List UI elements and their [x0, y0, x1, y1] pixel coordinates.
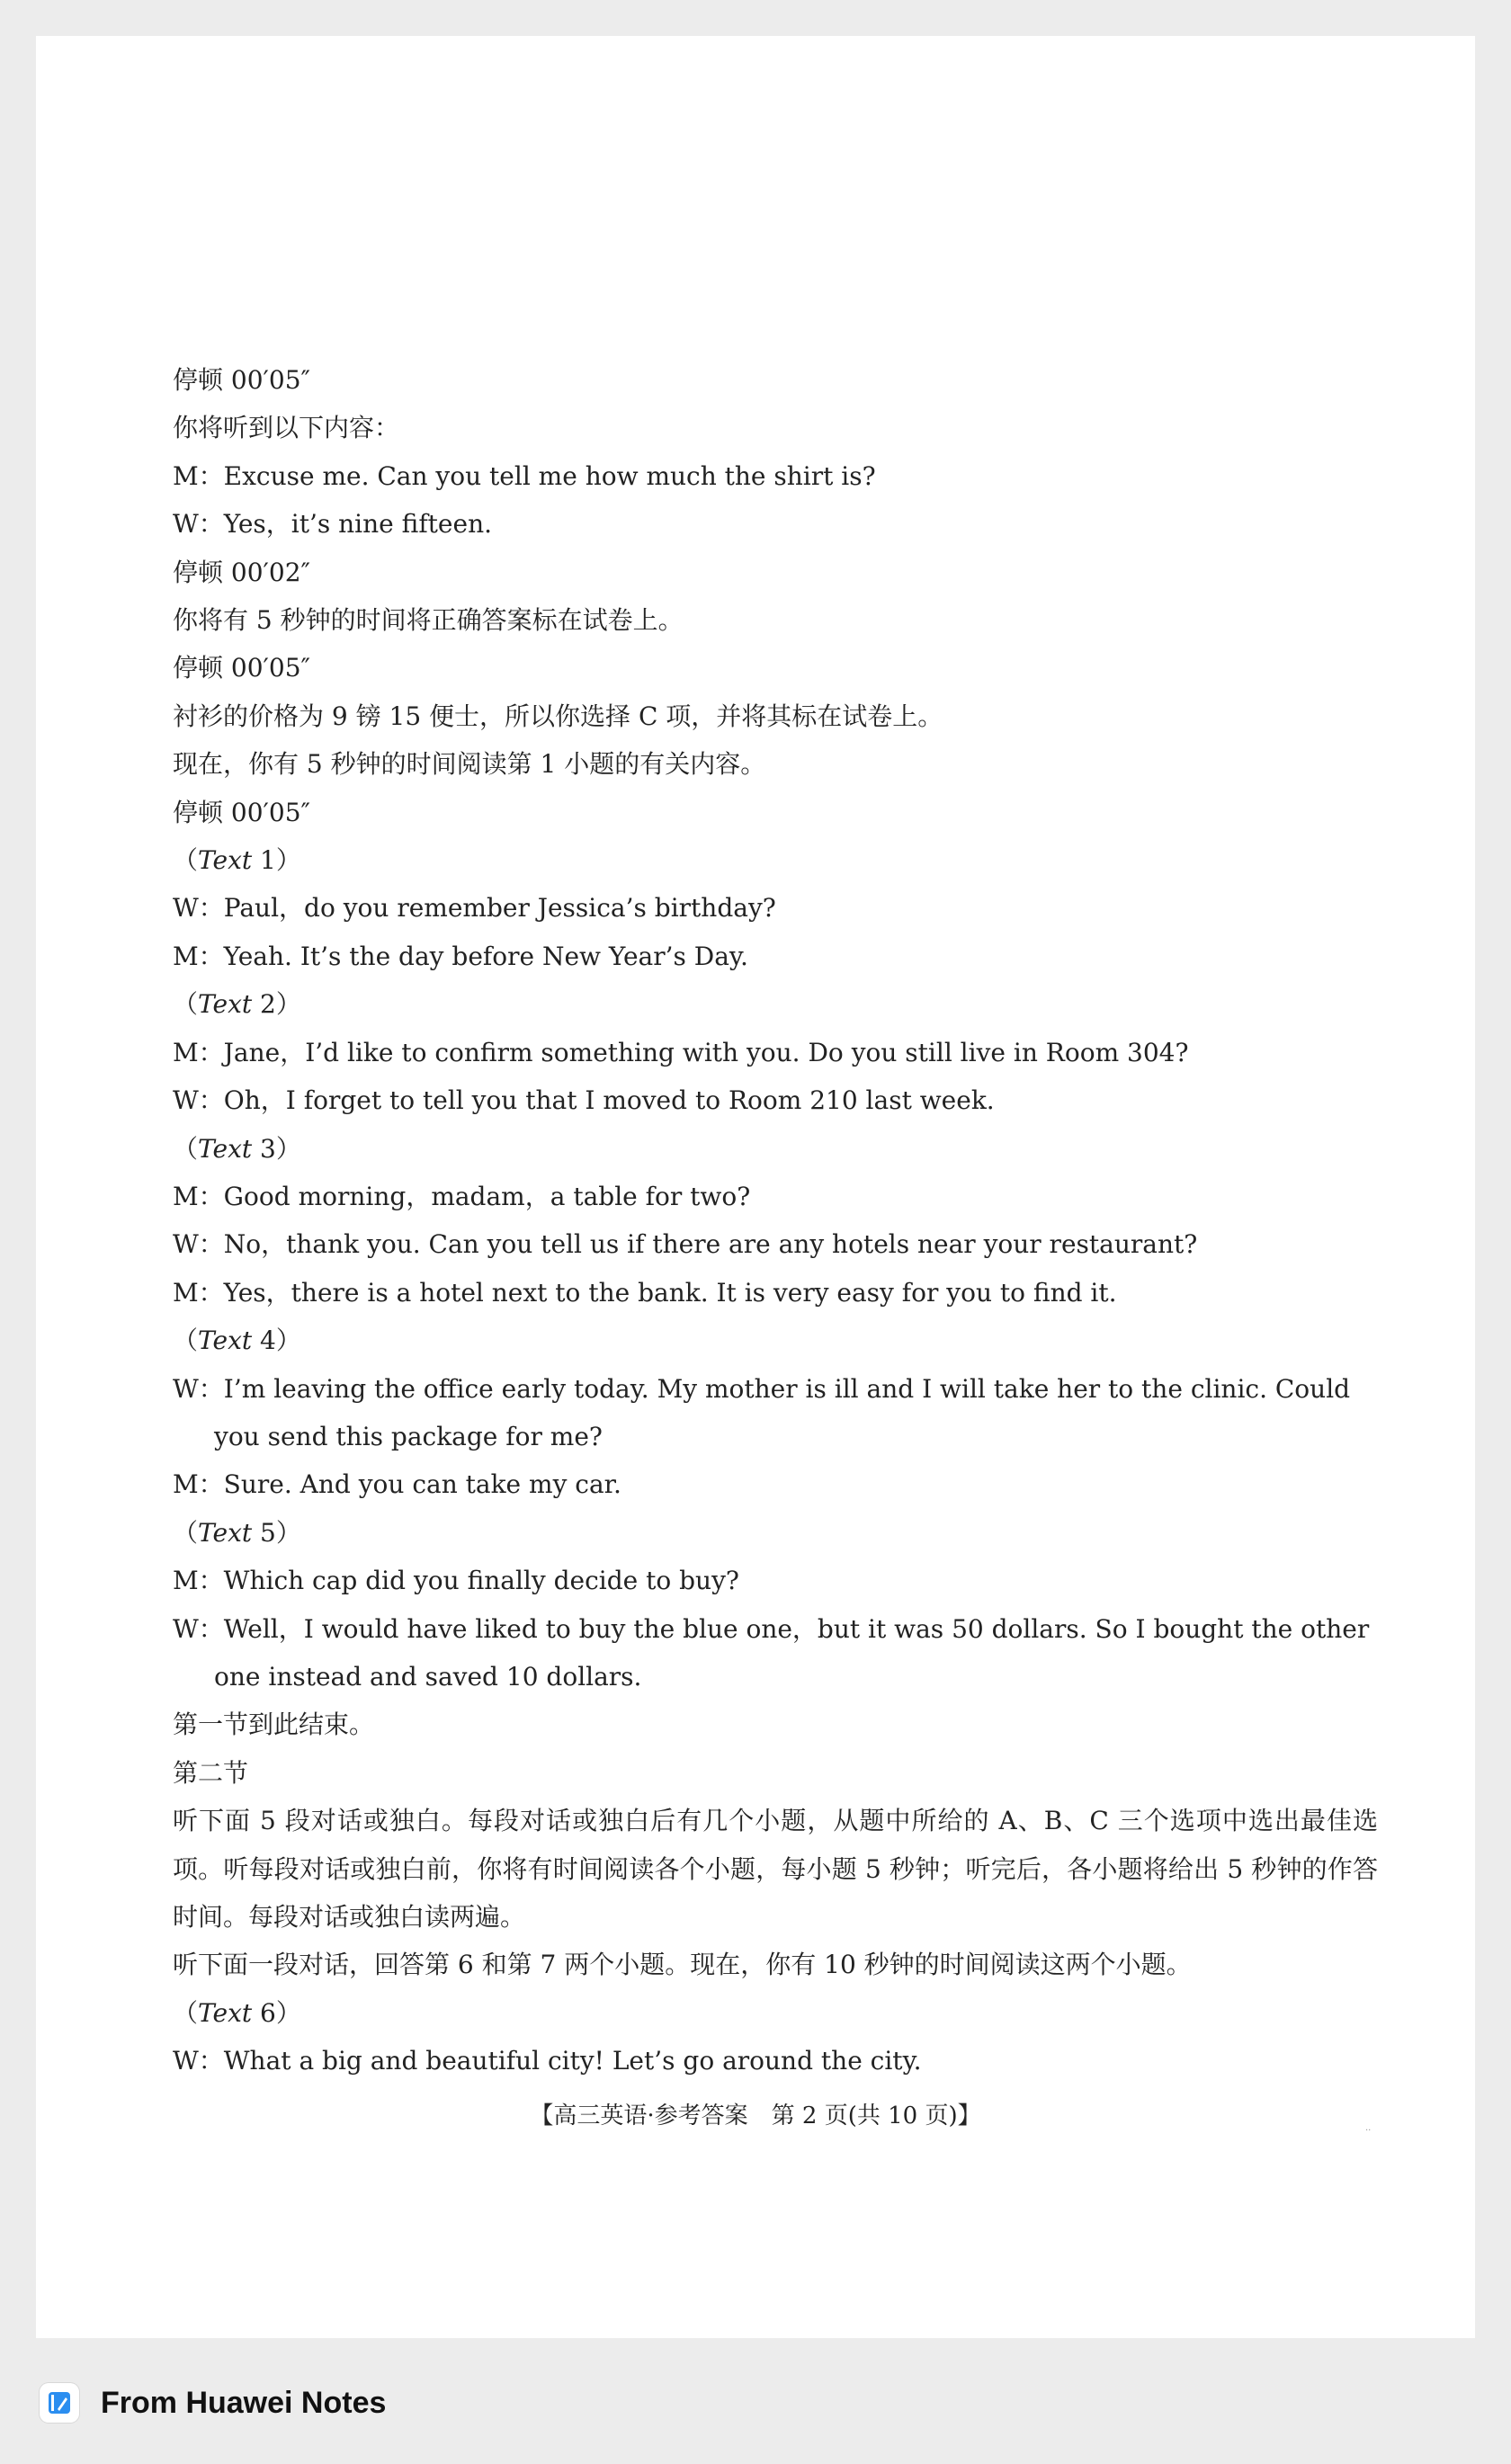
instruction-line: 现在，你有 5 秒钟的时间阅读第 1 小题的有关内容。 — [173, 749, 766, 780]
text-label-open: （ — [173, 1997, 199, 2028]
text-label-word: Text — [198, 1517, 253, 1548]
dialogue-line: W：Well，I would have liked to buy the blue one，but it was 50 dollars. So I bought the other one instead and saved 10 dollars. — [173, 1613, 1370, 1692]
instruction-line: 衬衫的价格为 9 镑 15 便士，所以你选择 C 项，并将其标在试卷上。 — [173, 701, 943, 731]
document-page — [36, 36, 1475, 2338]
dialogue-line: M：Jane，I’d like to confirm something with you. Do you still live in Room 304? — [173, 1037, 1189, 1067]
text-label-word: Text — [198, 1326, 253, 1356]
dialogue-line: W：I’m leaving the office early today. My mother is ill and I will take her to the clinic. Could you send this package for me? — [173, 1373, 1351, 1451]
brand-bar — [40, 2383, 386, 2423]
text-label-open: （ — [173, 1326, 199, 1356]
pause-line: 停顿 00′05″ — [173, 797, 310, 827]
dialogue-line: W：Oh，I forget to tell you that I moved to Room 210 last week. — [173, 1085, 995, 1116]
pause-line: 停顿 00′05″ — [173, 653, 310, 683]
text-label-word: Text — [198, 1133, 253, 1164]
pause-line: 停顿 00′05″ — [173, 365, 310, 395]
page-footer: 【高三英语·参考答案 第 2 页(共 10 页)】 — [530, 2102, 981, 2129]
dialogue-line: W：No，thank you. Can you tell us if there are any hotels near your restaurant? — [173, 1229, 1198, 1260]
dialogue-line: W：What a big and beautiful city! Let’s go around the city. — [173, 2046, 922, 2076]
text-label-number: 2） — [252, 989, 301, 1020]
dialogue-line: M：Good morning，madam，a table for two? — [173, 1181, 751, 1211]
text-label — [173, 1317, 1378, 1364]
pause-line: 停顿 00′02″ — [173, 557, 310, 587]
footer-mark: ·· — [1365, 2126, 1372, 2136]
dialogue-line: M：Excuse me. Can you tell me how much the shirt is? — [173, 460, 876, 491]
dialogue-line: W：Yes，it’s nine fifteen. — [173, 509, 493, 540]
text-label-open: （ — [173, 1133, 199, 1164]
text-label — [173, 1989, 1378, 2037]
dialogue-line: M：Sure. And you can take my car. — [173, 1469, 621, 1500]
text-label-word: Text — [198, 1997, 253, 2028]
text-label-number: 4） — [252, 1326, 301, 1356]
document-body — [173, 356, 1378, 2085]
brand-label: From Huawei Notes — [101, 2385, 387, 2420]
instruction-line: 听下面一段对话，回答第 6 和第 7 两个小题。现在，你有 10 秒钟的时间阅读这两个小题。 — [173, 1950, 1192, 1980]
text-label-number: 1） — [252, 845, 301, 876]
dialogue-line: M：Yeah. It’s the day before New Year’s Day. — [173, 941, 748, 971]
text-label — [173, 1125, 1378, 1173]
text-label — [173, 1509, 1378, 1557]
dialogue-line: M：Yes，there is a hotel next to the bank. It is very easy for you to find it. — [173, 1277, 1117, 1308]
dialogue-line: M：Which cap did you finally decide to buy? — [173, 1566, 739, 1596]
text-label-word: Text — [198, 845, 253, 876]
text-label-open: （ — [173, 1517, 199, 1548]
text-label-word: Text — [198, 989, 253, 1020]
text-label-open: （ — [173, 845, 199, 876]
section-heading: 第二节 — [173, 1757, 249, 1788]
text-label-open: （ — [173, 989, 199, 1020]
text-label — [173, 980, 1378, 1028]
instruction-line: 你将有 5 秒钟的时间将正确答案标在试卷上。 — [173, 605, 684, 636]
section-end-line: 第一节到此结束。 — [173, 1710, 375, 1740]
text-label — [173, 836, 1378, 884]
text-label-number: 6） — [252, 1997, 301, 2028]
huawei-notes-icon — [40, 2383, 79, 2423]
instruction-line: 你将听到以下内容： — [173, 413, 400, 443]
text-label-number: 5） — [252, 1517, 301, 1548]
dialogue-line: W：Paul，do you remember Jessica’s birthday? — [173, 893, 776, 924]
instruction-paragraph: 听下面 5 段对话或独白。每段对话或独白后有几个小题，从题中所给的 A、B、C 三个选项中选出最佳选项。听每段对话或独白前，你将有时间阅读各个小题，每小题 5 秒钟；听完后，各小题将给出 5 秒钟的作答时间。每段对话或独白读两遍。 — [173, 1806, 1378, 1932]
text-label-number: 3） — [252, 1133, 301, 1164]
